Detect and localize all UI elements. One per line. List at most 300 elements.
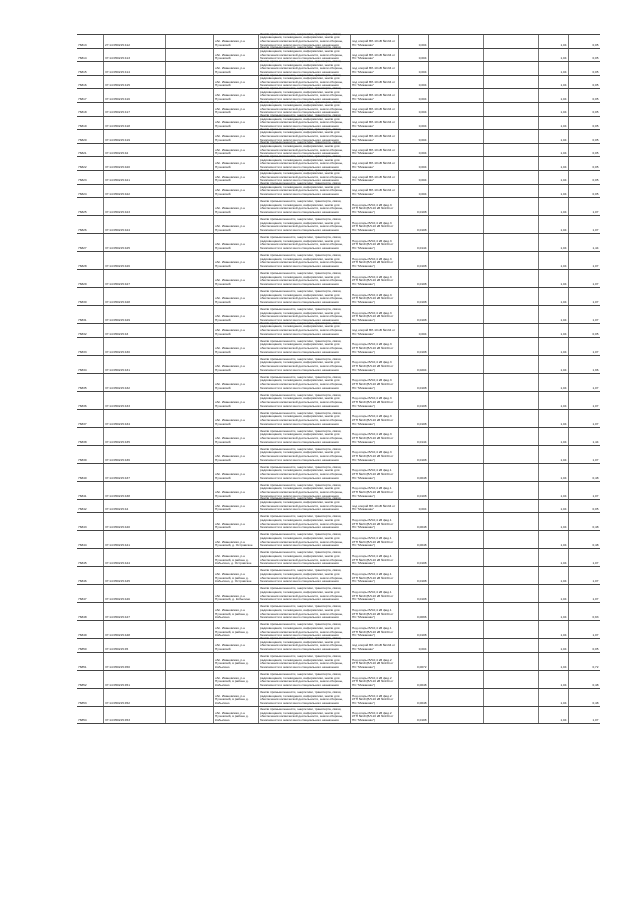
- row-number-text: 76852: [78, 682, 87, 687]
- permitted-use-cell: [350, 707, 398, 723]
- empty-cell: [165, 89, 213, 102]
- row-number: [77, 62, 103, 75]
- area-cell-text: 0,004: [418, 110, 427, 115]
- area-cell: [398, 306, 428, 323]
- land-category-cell-text: Земли промышленности, энергетики, транспорта, связи, радиовещания, телевидения, информатики, земли для обеспечения космической деятельности, земли обороны, безопасности и земли иного специального назначения: [260, 532, 343, 548]
- row-number: [77, 585, 103, 602]
- land-category-cell: [258, 428, 350, 445]
- row-number-text: 76822: [78, 164, 87, 169]
- permitted-use-cell: [350, 585, 398, 602]
- row-number: [77, 671, 103, 688]
- row-number-text: 76815: [78, 69, 87, 74]
- address-cell: [213, 49, 258, 62]
- empty-cell: [483, 89, 538, 102]
- permitted-use-cell: [350, 62, 398, 75]
- cadastral-number-text: 37:14:050215:42: [105, 151, 129, 156]
- tax-cell: [568, 130, 600, 143]
- empty-cell: [165, 35, 213, 48]
- permitted-use-cell-text: Под опоры ВЛ-0,4 кВ фид.3 КТП №19 (ВЛ-10 кВ №134 от ПС "Мижаково"): [352, 310, 394, 323]
- land-category-cell: [258, 234, 350, 251]
- empty-cell: [483, 252, 538, 269]
- tax-cell-text: 1,07: [592, 717, 599, 722]
- empty-cell: [165, 49, 213, 62]
- address-cell-text: обл. Ивановская, р-н Пучежский: [215, 79, 246, 88]
- permitted-use-cell-text: под опорой ВЛ-10 кВ №134 от ПС "Мижаково": [352, 66, 396, 74]
- tax-cell: [568, 653, 600, 670]
- land-category-cell-text: Земли промышленности, энергетики, транспорта, связи, радиовещания, телевидения, информатики, земли для обеспечения космической деятельности, земли обороны, безопасности и земли иного специального назначения: [260, 31, 343, 47]
- rate-cell-text: 1,04: [560, 331, 567, 336]
- empty-cell: [428, 198, 483, 215]
- permitted-use-cell-text: под опорой ВЛ-10 кВ №134 от ПС "Мижаково": [352, 147, 396, 156]
- land-category-cell-text: Земли промышленности, энергетики, транспорта, связи, радиовещания, телевидения, информатики, земли для обеспечения космической деятельности, земли обороны, безопасности и земли иного специального назначения: [260, 199, 343, 215]
- area-cell-text: 0,0108: [417, 717, 427, 722]
- tax-cell-text: 0,05: [592, 192, 599, 197]
- permitted-use-cell-text: Под опоры ВЛ-0,4 кВ фид.3 КТП №19 (ВЛ-10 кВ №134 от ПС "Мижаково"): [352, 202, 394, 215]
- area-cell-text: 0,0108: [417, 264, 427, 269]
- empty-cell: [428, 185, 483, 198]
- table-row: [77, 602, 600, 620]
- empty-cell: [428, 157, 483, 170]
- tax-cell-text: 1,44: [592, 439, 599, 444]
- area-cell: [398, 270, 428, 287]
- area-cell: [398, 49, 428, 62]
- row-number-text: 76820: [78, 137, 87, 142]
- rate-cell: [538, 410, 568, 427]
- row-number-text: 76848: [78, 615, 87, 620]
- permitted-use-cell: [350, 410, 398, 427]
- land-category-cell: [258, 252, 350, 269]
- empty-cell: [428, 76, 483, 89]
- address-cell: [213, 689, 258, 706]
- cadastral-number-text: 37:14:050215:413: [105, 56, 130, 61]
- cadastral-number: [103, 356, 165, 373]
- cadastral-number: [103, 252, 165, 269]
- cadastral-number: [103, 653, 165, 670]
- area-cell: [398, 89, 428, 102]
- address-cell: [213, 464, 258, 481]
- empty-cell: [483, 567, 538, 584]
- cadastral-number-text: 37:14:050215:430: [105, 349, 130, 354]
- area-cell-text: 0,0108: [417, 403, 427, 408]
- empty-cell: [483, 35, 538, 48]
- tax-cell-text: 0,05: [592, 56, 599, 61]
- address-cell: [213, 324, 258, 337]
- permitted-use-cell-text: под опорой ВЛ-10 кВ №134 от ПС "Мижаково": [352, 93, 396, 101]
- empty-cell: [165, 671, 213, 688]
- row-number: [77, 198, 103, 215]
- cadastral-number: [103, 171, 165, 184]
- row-number-text: 76831: [78, 318, 87, 323]
- cadastral-number: [103, 513, 165, 530]
- permitted-use-cell-text: под опорой ВЛ-10 кВ №134 от ПС "Мижаково": [352, 188, 396, 197]
- area-cell-text: 0,0108: [417, 385, 427, 390]
- cadastral-number: [103, 288, 165, 305]
- empty-cell: [165, 639, 213, 652]
- cadastral-number-text: 37:14:050215:425: [105, 246, 130, 251]
- row-number-text: 76819: [78, 124, 87, 129]
- land-category-cell: [258, 653, 350, 670]
- rate-cell: [538, 482, 568, 499]
- permitted-use-cell: [350, 671, 398, 688]
- tax-cell: [568, 392, 600, 409]
- permitted-use-cell-text: Под опоры ВЛ-0,4 кВ фид.2 КТП №19 (ВЛ-10 кВ №134 от ПС "Мижаково"): [352, 693, 394, 705]
- permitted-use-cell-text: Под опоры ВЛ-0,4 кВ фид.3 КТП №19 (ВЛ-10 кВ №134 от ПС "Мижаково"): [352, 450, 394, 462]
- cadastral-number: [103, 76, 165, 89]
- empty-cell: [483, 103, 538, 116]
- address-cell-text: обл. Ивановская, р-н Пучежский, в районе д. Кобылино: [215, 657, 249, 669]
- area-cell-text: 0,0108: [417, 457, 427, 462]
- address-cell-text: обл. Ивановская, р-н Пучежский: [215, 490, 246, 498]
- land-category-cell: [258, 549, 350, 566]
- empty-cell: [483, 306, 538, 323]
- rate-cell: [538, 356, 568, 373]
- permitted-use-cell: [350, 446, 398, 463]
- cadastral-number: [103, 157, 165, 170]
- area-cell: [398, 216, 428, 233]
- table-row: [77, 337, 600, 355]
- rate-cell: [538, 144, 568, 157]
- address-cell-text: обл. Ивановская, р-н Пучежский: [215, 134, 246, 142]
- rate-cell: [538, 464, 568, 481]
- area-cell-text: 0,0108: [417, 282, 427, 287]
- table-row: [77, 688, 600, 706]
- row-number-text: 76838: [78, 439, 87, 444]
- cadastral-number-text: 37:14:050215:444: [105, 561, 130, 566]
- empty-cell: [165, 356, 213, 373]
- cadastral-number: [103, 549, 165, 566]
- address-cell: [213, 130, 258, 143]
- rate-cell-text: 1,04: [560, 42, 567, 47]
- empty-cell: [428, 482, 483, 499]
- rate-cell-text: 1,04: [560, 615, 567, 620]
- tax-cell: [568, 49, 600, 62]
- address-cell: [213, 707, 258, 723]
- tax-cell-text: 1,07: [592, 300, 599, 305]
- tax-cell-text: 0,05: [592, 151, 599, 156]
- land-category-cell-text: Земли промышленности, энергетики, транспорта, связи, радиовещания, телевидения, информатики, земли для обеспечения космической деятельности, земли обороны, безопасности и земли иного специального назначения: [260, 586, 343, 602]
- rate-cell-text: 1,04: [560, 561, 567, 566]
- address-cell-text: обл. Ивановская, р-н Пучежский: [215, 314, 246, 323]
- permitted-use-cell: [350, 338, 398, 355]
- table-row: [77, 706, 600, 724]
- address-cell-text: обл. Ивановская, р-н Пучежский: [215, 643, 246, 651]
- empty-cell: [483, 671, 538, 688]
- table-row: [77, 391, 600, 409]
- row-number: [77, 603, 103, 620]
- tax-cell-text: 0,93: [592, 615, 599, 620]
- row-number-text: 76841: [78, 493, 87, 498]
- land-category-cell-text: Земли промышленности, энергетики, транспорта, связи, радиовещания, телевидения, информатики, земли для обеспечения космической деятельности, земли обороны, безопасности и земли иного специального назначения: [260, 140, 343, 156]
- cadastral-number-text: 37:14:050215:452: [105, 700, 130, 705]
- table-row: [77, 652, 600, 670]
- address-cell: [213, 671, 258, 688]
- row-number-text: 76851: [78, 664, 87, 669]
- cadastral-number: [103, 639, 165, 652]
- row-number: [77, 49, 103, 62]
- rate-cell: [538, 531, 568, 548]
- area-cell: [398, 130, 428, 143]
- address-cell: [213, 585, 258, 602]
- cadastral-number-text: 37:14:050215:438: [105, 493, 130, 498]
- address-cell: [213, 103, 258, 116]
- tax-cell: [568, 157, 600, 170]
- rate-cell: [538, 117, 568, 130]
- row-number-text: 76844: [78, 543, 87, 548]
- row-number: [77, 549, 103, 566]
- empty-cell: [165, 428, 213, 445]
- tax-cell-text: 0,05: [592, 42, 599, 47]
- empty-cell: [483, 49, 538, 62]
- address-cell-text: обл. Ивановская, р-н Пучежский: [215, 328, 246, 336]
- cadastral-number-text: 37:14:050215:426: [105, 264, 130, 269]
- rate-cell-text: 1,04: [560, 597, 567, 602]
- cadastral-number-text: 37:14:050215:432: [105, 385, 130, 390]
- rate-cell: [538, 603, 568, 620]
- address-cell-text: обл. Ивановская, р-н Пучежский, в районе д. Кобылино: [215, 608, 249, 620]
- land-category-cell: [258, 603, 350, 620]
- cadastral-number: [103, 374, 165, 391]
- row-number: [77, 500, 103, 513]
- permitted-use-cell: [350, 89, 398, 102]
- table-row: [77, 181, 600, 198]
- land-category-cell-text: Земли промышленности, энергетики, транспорта, связи, радиовещания, телевидения, информатики, земли для обеспечения космической деятельности, земли обороны, безопасности и земли иного специального назначения: [260, 235, 343, 251]
- tax-cell: [568, 374, 600, 391]
- permitted-use-cell-text: Под опоры ВЛ-0,4 кВ фид.1 КТП №24 (ВЛ-10 кВ №134 от ПС "Мижаково"): [352, 536, 394, 548]
- permitted-use-cell: [350, 549, 398, 566]
- cadastral-number-text: 37:14:050215:436: [105, 457, 130, 462]
- land-category-cell: [258, 181, 350, 198]
- empty-cell: [165, 270, 213, 287]
- row-number-text: 76828: [78, 264, 87, 269]
- row-number: [77, 288, 103, 305]
- empty-cell: [165, 76, 213, 89]
- rate-cell: [538, 689, 568, 706]
- land-category-cell: [258, 410, 350, 427]
- cadastral-number-text: 37:14:050215:421: [105, 178, 130, 183]
- address-cell-text: обл. Ивановская, р-н Пучежский, в районе д. Кобылино, д. Островское: [215, 554, 252, 566]
- row-number: [77, 216, 103, 233]
- address-cell-text: обл. Ивановская, р-н Пучежский, в районе д. Кобылино, д. Островское: [215, 572, 252, 584]
- land-category-cell-text: Земли промышленности, энергетики, транспорта, связи, радиовещания, телевидения, информатики, земли для обеспечения космической деятельности, земли обороны, безопасности и земли иного специального назначения: [260, 568, 343, 584]
- empty-cell: [483, 513, 538, 530]
- rate-cell-text: 1,04: [560, 349, 567, 354]
- rate-cell: [538, 185, 568, 198]
- rate-cell-text: 1,04: [560, 124, 567, 129]
- cadastral-number: [103, 234, 165, 251]
- area-cell-text: 0,0108: [417, 561, 427, 566]
- rate-cell: [538, 585, 568, 602]
- area-cell: [398, 392, 428, 409]
- permitted-use-cell-text: Под опоры ВЛ-0,4 кВ фид.1 КТП №24 (ВЛ-10 кВ №134 от ПС "Мижаково"): [352, 486, 394, 498]
- area-cell: [398, 621, 428, 638]
- tax-cell: [568, 252, 600, 269]
- address-cell-text: обл. Ивановская, р-н Пучежский: [215, 382, 246, 390]
- address-cell: [213, 157, 258, 170]
- empty-cell: [165, 689, 213, 706]
- cadastral-number: [103, 338, 165, 355]
- rate-cell: [538, 306, 568, 323]
- area-cell: [398, 464, 428, 481]
- area-cell-text: 0,004: [418, 83, 427, 88]
- area-cell-text: 0,004: [418, 96, 427, 101]
- cadastral-number-text: 37:14:050215:446: [105, 597, 130, 602]
- empty-cell: [483, 198, 538, 215]
- rate-cell-text: 1,04: [560, 385, 567, 390]
- permitted-use-cell: [350, 639, 398, 652]
- permitted-use-cell-text: Под опоры ВЛ-0,4 кВ фид.3 КТП №19 (ВЛ-10 кВ №134 от ПС "Мижаково"): [352, 360, 394, 372]
- empty-cell: [165, 549, 213, 566]
- row-number: [77, 707, 103, 723]
- tax-cell: [568, 482, 600, 499]
- land-category-cell-text: Земли промышленности, энергетики, транспорта, связи, радиовещания, телевидения, информатики, земли для обеспечения космической деятельности, земли обороны, безопасности и земли иного специального назначения: [260, 271, 343, 287]
- empty-cell: [165, 62, 213, 75]
- area-cell: [398, 144, 428, 157]
- cadastral-number: [103, 198, 165, 215]
- empty-cell: [165, 216, 213, 233]
- address-cell-text: обл. Ивановская, р-н Пучежский: [215, 400, 246, 408]
- area-cell-text: 0,0048: [417, 700, 427, 705]
- empty-cell: [428, 671, 483, 688]
- area-cell-text: 0,0096: [417, 615, 427, 620]
- empty-cell: [428, 49, 483, 62]
- empty-cell: [483, 653, 538, 670]
- address-cell-text: обл. Ивановская, р-н Пучежский, д. Кобылино: [215, 593, 251, 602]
- row-number-text: 76829: [78, 282, 87, 287]
- tax-cell-text: 1,07: [592, 264, 599, 269]
- empty-cell: [428, 374, 483, 391]
- permitted-use-cell-text: Под опоры ВЛ-0,4 кВ фид.3 КТП №19 (ВЛ-10 кВ №134 от ПС "Мижаково"): [352, 342, 394, 354]
- area-cell: [398, 549, 428, 566]
- land-category-cell-text: Земли промышленности, энергетики, транспорта, связи, радиовещания, телевидения, информатики, земли для обеспечения космической деятельности, земли обороны, безопасности и земли иного специального назначения: [260, 690, 343, 705]
- area-cell-text: 0,0108: [417, 318, 427, 323]
- tax-cell-text: 0,72: [592, 664, 599, 669]
- land-category-cell-text: Земли промышленности, энергетики, транспорта, связи, радиовещания, телевидения, информатики, земли для обеспечения космической деятельности, земли обороны, безопасности и земли иного специального назначения: [260, 604, 343, 620]
- rate-cell-text: 1,04: [560, 439, 567, 444]
- permitted-use-cell: [350, 306, 398, 323]
- row-number-text: 76827: [78, 246, 87, 251]
- empty-cell: [165, 585, 213, 602]
- table-row: [77, 638, 600, 652]
- cadastral-number-text: 37:14:050215:441: [105, 543, 130, 548]
- address-cell: [213, 356, 258, 373]
- permitted-use-cell: [350, 130, 398, 143]
- permitted-use-cell-text: Под опоры ВЛ-0,4 кВ фид.2 КТП №19 (ВЛ-10 кВ №134 от ПС "Мижаково"): [352, 657, 394, 669]
- cadastral-number: [103, 62, 165, 75]
- row-number-text: 76816: [78, 83, 87, 88]
- row-number: [77, 324, 103, 337]
- empty-cell: [428, 103, 483, 116]
- row-number: [77, 392, 103, 409]
- address-cell-text: обл. Ивановская, р-н Пучежский: [215, 188, 246, 197]
- rate-cell: [538, 62, 568, 75]
- empty-cell: [428, 653, 483, 670]
- cadastral-number-text: 37:14:050215:453: [105, 717, 130, 722]
- rate-cell-text: 1,04: [560, 579, 567, 584]
- tax-cell-text: 1,07: [592, 282, 599, 287]
- empty-cell: [483, 130, 538, 143]
- tax-cell: [568, 585, 600, 602]
- cadastral-number: [103, 500, 165, 513]
- address-cell-text: обл. Ивановская, р-н Пучежский: [215, 260, 246, 269]
- empty-cell: [428, 252, 483, 269]
- address-cell-text: обл. Ивановская, р-н Пучежский: [215, 161, 246, 169]
- area-cell-text: 0,0048: [417, 525, 427, 530]
- empty-cell: [483, 603, 538, 620]
- rate-cell-text: 1,04: [560, 421, 567, 426]
- row-number: [77, 35, 103, 48]
- rate-cell-text: 1,04: [560, 282, 567, 287]
- row-number: [77, 482, 103, 499]
- table-row: [77, 215, 600, 233]
- cadastral-number: [103, 446, 165, 463]
- tax-cell: [568, 356, 600, 373]
- rate-cell: [538, 639, 568, 652]
- permitted-use-cell: [350, 428, 398, 445]
- row-number: [77, 446, 103, 463]
- land-category-cell-text: Земли промышленности, энергетики, транспорта, связи, радиовещания, телевидения, информатики, земли для обеспечения космической деятельности, земли обороны, безопасности и земли иного специального назначения: [260, 253, 343, 269]
- area-cell-text: 0,004: [418, 646, 427, 651]
- tax-cell-text: 0,48: [592, 682, 599, 687]
- empty-cell: [483, 707, 538, 723]
- area-cell-text: 0,0108: [417, 421, 427, 426]
- empty-cell: [483, 428, 538, 445]
- area-cell-text: 0,004: [418, 192, 427, 197]
- row-number: [77, 306, 103, 323]
- rate-cell-text: 1,04: [560, 717, 567, 722]
- row-number-text: 76817: [78, 96, 87, 101]
- row-number: [77, 428, 103, 445]
- permitted-use-cell: [350, 35, 398, 48]
- area-cell: [398, 689, 428, 706]
- land-category-cell-text: Земли промышленности, энергетики, транспорта, связи, радиовещания, телевидения, информатики, земли для обеспечения космической деятельности, земли обороны, безопасности и земли иного специального назначения: [260, 320, 343, 336]
- empty-cell: [483, 356, 538, 373]
- tax-cell: [568, 306, 600, 323]
- row-number: [77, 117, 103, 130]
- land-category-cell-text: Земли промышленности, энергетики, транспорта, связи, радиовещания, телевидения, информатики, земли для обеспечения космической деятельности, земли обороны, безопасности и земли иного специального назначения: [260, 113, 343, 129]
- empty-cell: [483, 157, 538, 170]
- row-number: [77, 374, 103, 391]
- address-cell-text: обл. Ивановская, р-н Пучежский, д. Островское: [215, 539, 253, 548]
- permitted-use-cell: [350, 198, 398, 215]
- row-number-text: 76833: [78, 349, 87, 354]
- area-cell-text: 0,004: [418, 331, 427, 336]
- rate-cell-text: 1,04: [560, 246, 567, 251]
- table-row: [77, 373, 600, 391]
- cadastral-number-text: 37:14:050215:433: [105, 403, 130, 408]
- row-number-text: 76823: [78, 178, 87, 183]
- rate-cell: [538, 89, 568, 102]
- rate-cell-text: 1,04: [560, 137, 567, 142]
- empty-cell: [428, 639, 483, 652]
- tax-cell: [568, 270, 600, 287]
- rate-cell: [538, 157, 568, 170]
- empty-cell: [165, 482, 213, 499]
- rate-cell: [538, 500, 568, 513]
- rate-cell: [538, 446, 568, 463]
- empty-cell: [428, 531, 483, 548]
- empty-cell: [428, 621, 483, 638]
- permitted-use-cell: [350, 270, 398, 287]
- rate-cell-text: 1,04: [560, 646, 567, 651]
- row-number-text: 76840: [78, 475, 87, 480]
- land-category-cell-text: Земли промышленности, энергетики, транспорта, связи, радиовещания, телевидения, информатики, земли для обеспечения космической деятельности, земли обороны, безопасности и земли иного специального назначения: [260, 181, 343, 197]
- land-category-cell-text: Земли промышленности, энергетики, транспорта, связи, радиовещания, телевидения, информатики, земли для обеспечения космической деятельности, земли обороны, безопасности и земли иного специального назначения: [260, 550, 343, 566]
- cadastral-number: [103, 49, 165, 62]
- table-row: [77, 463, 600, 481]
- tax-cell-text: 1,07: [592, 385, 599, 390]
- table-row: [77, 233, 600, 251]
- rate-cell: [538, 198, 568, 215]
